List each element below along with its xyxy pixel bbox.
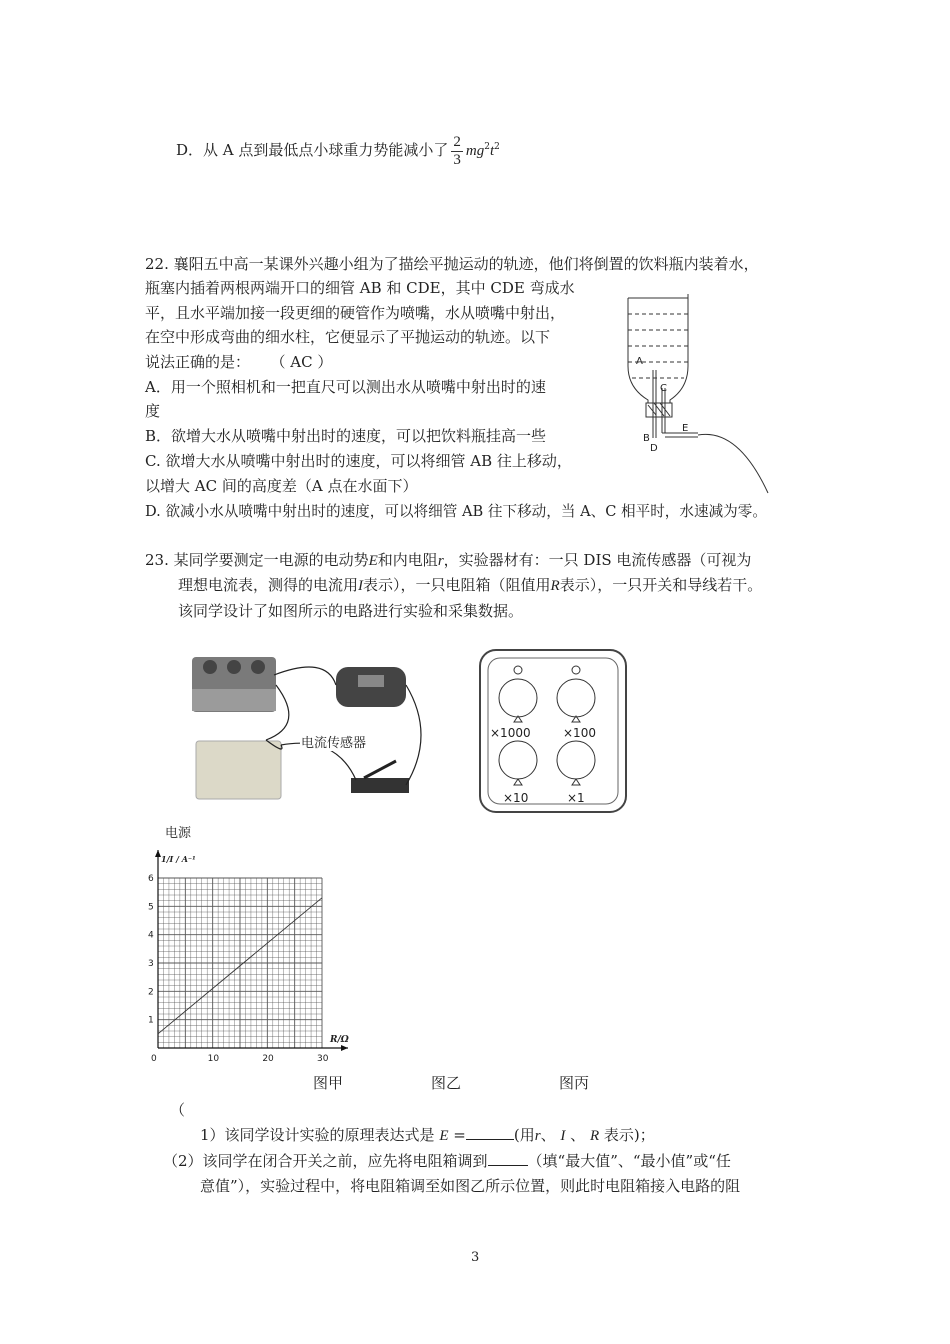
y-tick-label: 6 <box>148 874 154 884</box>
q22-option-a1: A．用一个照相机和一把直尺可以测出水从喷嘴中射出时的速 <box>145 378 546 396</box>
label-d: D <box>650 443 658 454</box>
caption-jia: 图甲 <box>313 1074 344 1092</box>
x-tick-label: 0 <box>151 1054 157 1064</box>
q23-text: ，实验器材有：一只 DIS 电流传感器（可视为 <box>443 551 752 569</box>
q23-text: 表示），一只开关和导线若干。 <box>559 576 763 594</box>
label-c: C <box>660 383 667 394</box>
answer-blank-1[interactable] <box>466 1125 514 1140</box>
inverse-current-vs-r-chart <box>140 842 360 1064</box>
y-tick-label: 3 <box>148 959 154 969</box>
symbol-r: r <box>534 1128 541 1144</box>
q22-option-c2: 以增大 AC 间的高度差（A 点在水面下） <box>145 477 418 495</box>
q23-text: 表示），一只电阻箱（阻值用 <box>363 576 551 594</box>
y-tick-label: 1 <box>148 1015 154 1026</box>
expr-t: t <box>489 143 495 159</box>
x-tick-label: 30 <box>317 1054 329 1064</box>
q23-text: 表示)； <box>603 1126 655 1144</box>
q23-text: （2）该同学在闭合开关之前，应先将电阻箱调到 <box>163 1152 488 1170</box>
q22-option-c1: C. 欲增大水从喷嘴中射出时的速度，可以将细管 AB 往上移动， <box>145 452 572 470</box>
q22-prompt: 说法正确的是： <box>145 353 251 371</box>
option-d <box>176 130 500 169</box>
q22-option-a2: 度 <box>145 402 161 420</box>
y-tick-label: 4 <box>148 930 154 941</box>
y-tick-label: 2 <box>148 987 154 998</box>
exp-g: 2 <box>484 142 490 152</box>
x-tick-label: 20 <box>262 1054 274 1064</box>
fraction-numerator: 2 <box>453 133 461 150</box>
exp-t: 2 <box>494 142 500 152</box>
q23-text: 23. 某同学要测定一电源的电动势 <box>145 551 369 569</box>
sub-question-2-cont: 意值”），实验过程中，将电阻箱调至如图乙所示位置，则此时电阻箱接入电路的阻 <box>200 1177 741 1195</box>
sub-question-2 <box>163 1150 731 1171</box>
sub-question-1 <box>200 1124 655 1145</box>
q23-line2 <box>178 574 762 595</box>
symbol-r: R <box>550 578 560 594</box>
x-axis-label: R/Ω <box>330 1035 349 1045</box>
q23-text: 1）该同学设计实验的原理表达式是 <box>200 1126 435 1144</box>
apparatus-photo <box>186 645 440 810</box>
caption-bing: 图丙 <box>559 1074 590 1092</box>
multiplier-100: ×100 <box>563 726 596 740</box>
q22-line4: 在空中形成弯曲的细水柱，它便显示了平抛运动的轨迹。以下 <box>145 328 551 346</box>
symbol-r: R <box>589 1128 600 1144</box>
label-a: A <box>636 356 643 367</box>
symbol-i: I <box>358 578 364 594</box>
label-e: E <box>682 423 689 434</box>
source-label: 电源 <box>165 826 192 841</box>
fraction-two-thirds <box>451 134 463 169</box>
fraction-denominator: 3 <box>453 151 461 168</box>
equals: = <box>453 1126 466 1144</box>
q22-line1: 22. 襄阳五中高一某课外兴趣小组为了描绘平抛运动的轨迹，他们将倒置的饮料瓶内装着水， <box>145 255 759 273</box>
multiplier-1000: ×1000 <box>490 726 531 740</box>
caption-yi: 图乙 <box>431 1074 462 1092</box>
expr-mg: mg <box>465 143 485 159</box>
x-tick-label: 10 <box>207 1054 220 1064</box>
q22-option-b: B．欲增大水从喷嘴中射出时的速度，可以把饮料瓶挂高一些 <box>145 427 547 445</box>
paren-open: （ <box>170 1101 186 1119</box>
q23-text: 理想电流表，测得的电流用 <box>178 576 359 594</box>
answer-blank-2[interactable] <box>488 1151 528 1166</box>
q23-line3: 该同学设计了如图所示的电路进行实验和采集数据。 <box>178 602 524 620</box>
bottle-figure <box>618 288 778 498</box>
y-tick-label: 5 <box>148 902 154 913</box>
symbol-i: I <box>560 1128 566 1144</box>
q23-text: 和内电阻 <box>377 551 438 569</box>
sensor-label: 电流传感器 <box>300 732 367 751</box>
y-axis-label: 1/I / A⁻¹ <box>161 854 196 864</box>
x-axis-arrow <box>341 1045 348 1051</box>
q23-text: （填“最大值”、“最小值”或“任 <box>527 1152 731 1170</box>
q23-text: (用 <box>513 1126 535 1144</box>
q22-line3: 平，且水平端加接一段更细的硬管作为喷嘴，水从喷嘴中射出， <box>145 304 566 322</box>
multiplier-1: ×1 <box>567 791 585 805</box>
q23-text: 、 <box>570 1126 586 1144</box>
q22-line5 <box>145 351 332 372</box>
q22-line2: 瓶塞内插着两根两端开口的细管 AB 和 CDE，其中 CDE 弯成水 <box>145 279 575 297</box>
label-b: B <box>643 433 650 444</box>
symbol-e: E <box>439 1128 449 1144</box>
page-number: 3 <box>471 1250 480 1265</box>
q22-answer: （ AC ） <box>278 353 333 371</box>
q23-text: 、 <box>540 1126 556 1144</box>
symbol-r: r <box>437 553 444 569</box>
q22-option-d: D. 欲减小水从喷嘴中射出时的速度，可以将细管 AB 往下移动，当 A、C 相平时，水速减为零。 <box>145 503 767 520</box>
q23-line1 <box>145 549 751 570</box>
symbol-e: E <box>368 553 378 569</box>
multiplier-10: ×10 <box>503 791 529 805</box>
option-d-text: D．从 A 点到最低点小球重力势能减小了 <box>176 141 449 159</box>
